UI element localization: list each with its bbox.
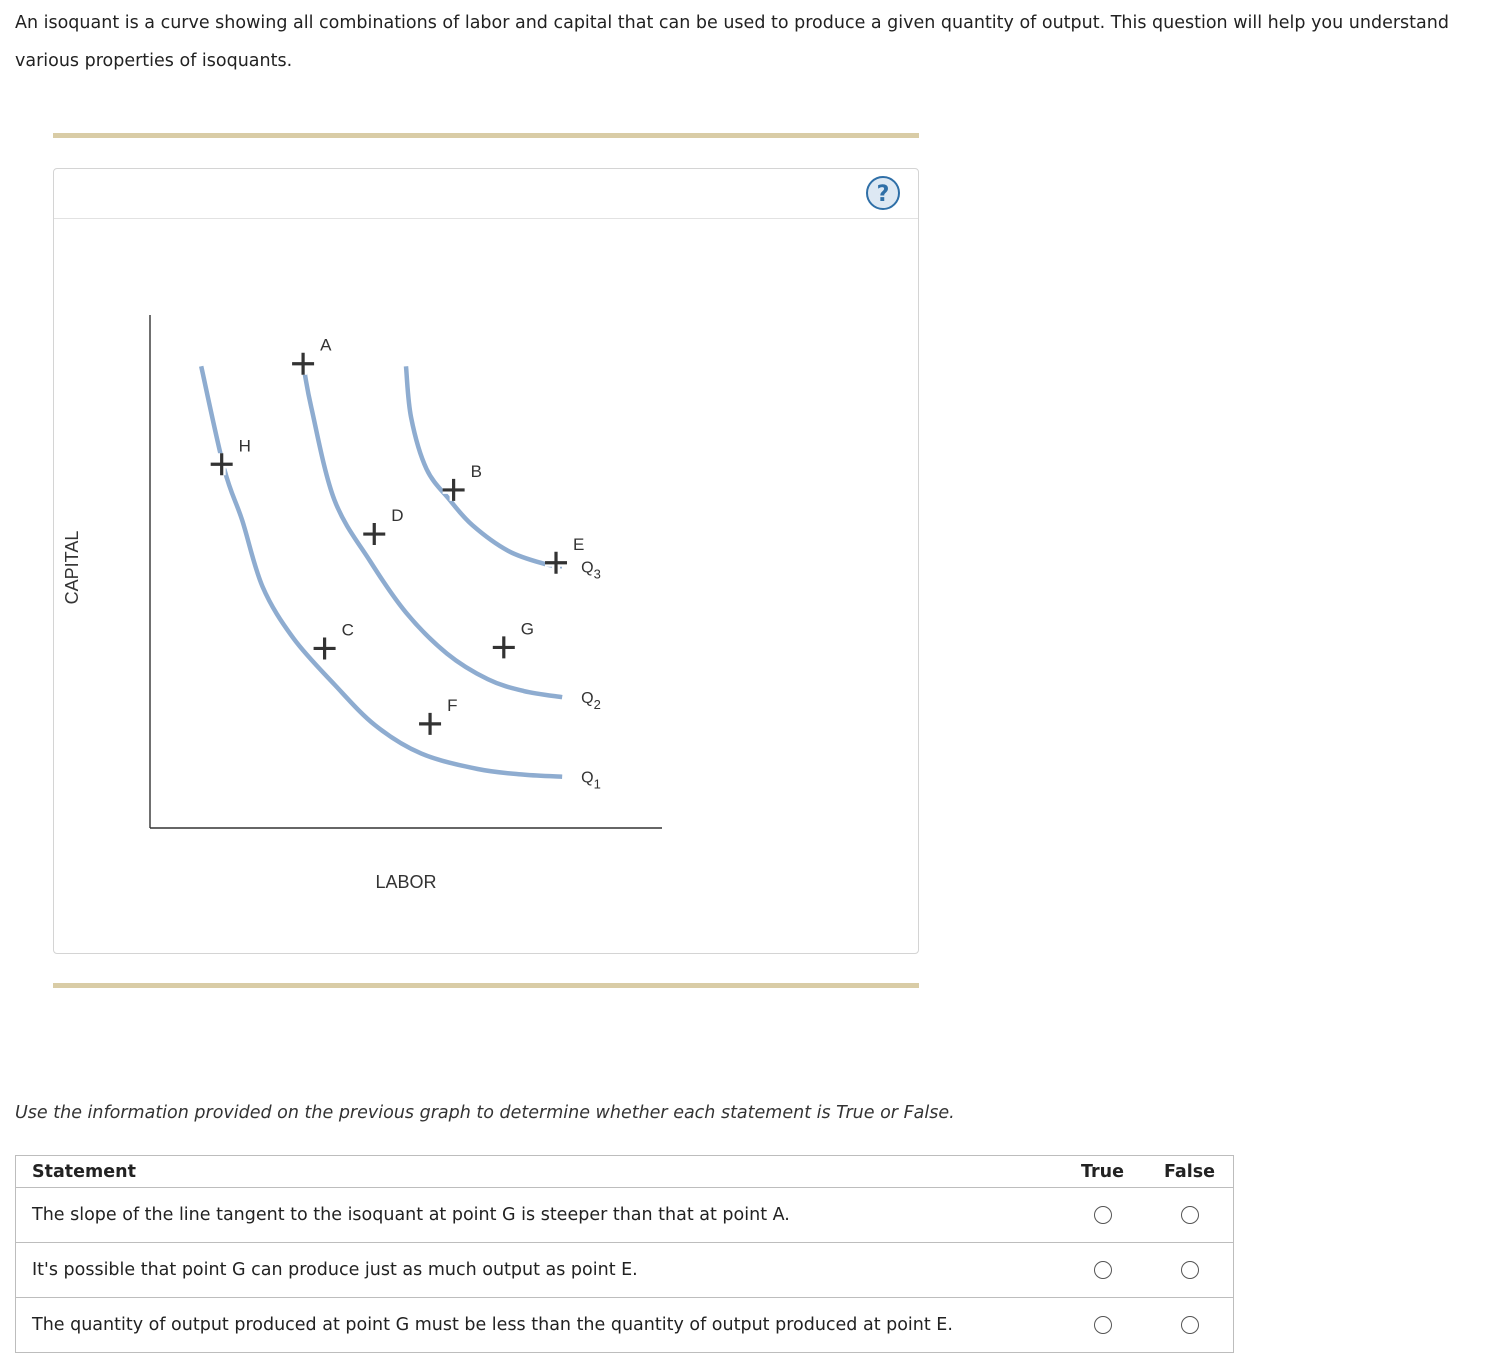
point-label-h: H — [238, 436, 251, 456]
isoquant-label-q3: $Q_3$ — [581, 559, 601, 582]
point-label-c: C — [341, 620, 354, 640]
false-radio[interactable] — [1181, 1261, 1199, 1279]
point-marker-d — [363, 523, 385, 545]
true-cell — [1059, 1298, 1146, 1353]
false-cell — [1146, 1298, 1234, 1353]
isoquant-label-q2: $Q_2$ — [581, 690, 601, 713]
true-radio[interactable] — [1094, 1206, 1112, 1224]
point-label-g: G — [520, 619, 535, 639]
intro-text: An isoquant is a curve showing all combinations of labor and capital that can be used to produce a given quantity of output. This question will help you understand various properties of isoquants. — [15, 13, 1449, 71]
table-header-row — [16, 1156, 1234, 1188]
point-label-d: D — [391, 506, 404, 526]
point-label-e: E — [573, 534, 585, 554]
y-axis-label: CAPITAL — [62, 530, 82, 605]
statement-text: The slope of the line tangent to the isoquant at point G is steeper than that at point A. — [16, 1188, 1060, 1243]
point-label-f: F — [447, 695, 458, 715]
table-row — [16, 1298, 1234, 1353]
true-radio[interactable] — [1094, 1316, 1112, 1334]
point-label-a: A — [320, 335, 332, 355]
false-radio[interactable] — [1181, 1206, 1199, 1224]
isoquant-curve-q2 — [304, 366, 563, 697]
top-divider — [53, 133, 919, 138]
point-label-b: B — [470, 461, 482, 481]
help-icon[interactable]: ? — [866, 176, 900, 210]
instructions-text: Use the information provided on the previous graph to determine whether each statement is True or False. — [15, 1103, 955, 1123]
statement-header: Statement — [16, 1156, 1060, 1188]
point-marker-f — [419, 713, 441, 735]
true-header: True — [1059, 1156, 1146, 1188]
isoquant-label-q1: $Q_1$ — [581, 769, 601, 792]
isoquant-curve-q3 — [406, 366, 562, 566]
point-marker-g — [493, 636, 515, 658]
isoquant-curve-q1 — [201, 366, 562, 776]
statements-table — [15, 1155, 1234, 1353]
true-cell — [1059, 1188, 1146, 1243]
point-marker-a — [292, 353, 314, 375]
false-cell — [1146, 1188, 1234, 1243]
false-header: False — [1146, 1156, 1234, 1188]
statement-text: It's possible that point G can produce just as much output as point E. — [16, 1243, 1060, 1298]
isoquant-chart — [54, 169, 918, 953]
true-radio[interactable] — [1094, 1261, 1112, 1279]
point-marker-e — [545, 552, 567, 574]
table-row — [16, 1243, 1234, 1298]
bottom-divider — [53, 983, 919, 988]
true-cell — [1059, 1243, 1146, 1298]
false-radio[interactable] — [1181, 1316, 1199, 1334]
graph-panel — [53, 168, 919, 954]
x-axis-label: LABOR — [375, 872, 437, 892]
point-marker-c — [314, 637, 336, 659]
table-row — [16, 1188, 1234, 1243]
false-cell — [1146, 1243, 1234, 1298]
statement-text: The quantity of output produced at point G must be less than the quantity of output produced at point E. — [16, 1298, 1060, 1353]
point-marker-h — [211, 453, 233, 475]
